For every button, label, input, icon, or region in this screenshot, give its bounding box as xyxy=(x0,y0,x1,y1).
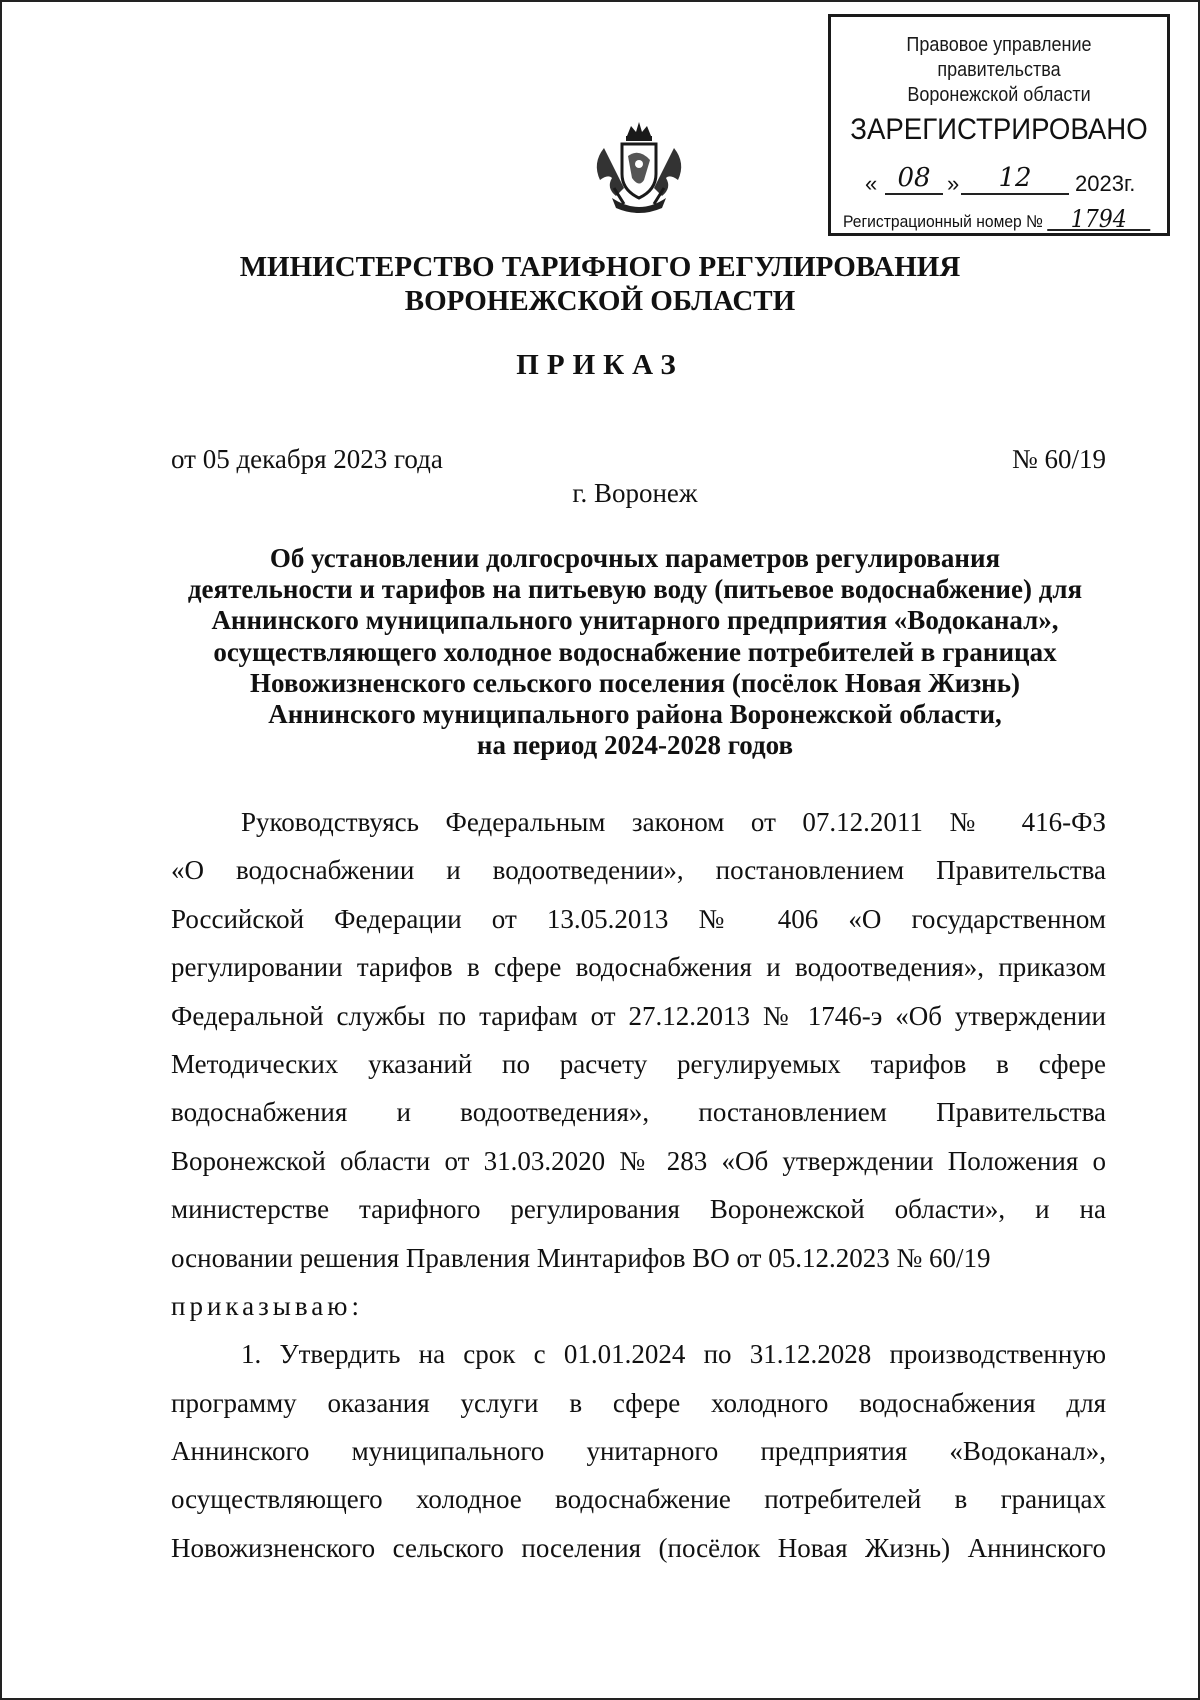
document-city: г. Воронеж xyxy=(572,478,698,508)
stamp-reg-label: Регистрационный номер № xyxy=(843,212,1043,231)
stamp-quote-open: « xyxy=(865,171,878,196)
stamp-handwritten-day: 08 xyxy=(885,163,943,195)
body-line: программу оказания услуги в сфере холодного водоснабжения для xyxy=(171,1387,1106,1418)
order-verb: приказываю: xyxy=(171,1290,363,1321)
document-number: № 60/19 xyxy=(1011,444,1106,474)
document-date: от 05 декабря 2023 года xyxy=(171,444,443,474)
title-line: Об установлении долгосрочных параметров регулирования xyxy=(269,543,1001,573)
ministry-name xyxy=(0,250,1200,318)
body-line: водоснабжения и водоотведения», постановлением Правительства xyxy=(171,1097,1106,1128)
stamp-handwritten-month: 12 xyxy=(961,163,1069,195)
body-line: Новожизненского сельского поселения (посёлок Новая Жизнь) Аннинского xyxy=(171,1532,1106,1563)
body-line: Российской Федерации от 13.05.2013 № 406 «О государственном xyxy=(171,903,1106,934)
coat-of-arms-icon xyxy=(584,118,694,218)
body-line: министерстве тарифного регулирования Воронежской области», и на xyxy=(171,1194,1106,1225)
body-line: осуществляющего холодное водоснабжение потребителей в границах xyxy=(171,1484,1106,1515)
stamp-date xyxy=(865,165,1165,197)
title-line: на период 2024-2028 годов xyxy=(476,730,794,761)
document-title xyxy=(150,543,1120,761)
document-body xyxy=(171,798,1106,1572)
title-line: Аннинского муниципального унитарного предприятия «Водоканал», xyxy=(211,605,1059,636)
body-line: Воронежской области от 31.03.2020 № 283 «Об утверждении Положения о xyxy=(171,1145,1106,1176)
ministry-line1: МИНИСТЕРСТВО ТАРИФНОГО РЕГУЛИРОВАНИЯ xyxy=(239,251,961,283)
body-line: Федеральной службы по тарифам от 27.12.2013 № 1746-э «Об утверждении xyxy=(171,1000,1106,1031)
title-line: Новожизненского сельского поселения (посёлок Новая Жизнь) xyxy=(249,667,1021,698)
stamp-org-line2: Воронежской области xyxy=(907,84,1091,106)
stamp-handwritten-reg-number: 1794 xyxy=(1047,209,1150,231)
body-line: Руководствуясь Федеральным законом от 07.12.2011 № 416-ФЗ xyxy=(241,807,1106,837)
title-line: деятельности и тарифов на питьевую воду (питьевое водоснабжение) для xyxy=(187,574,1083,605)
registration-stamp xyxy=(828,14,1170,236)
stamp-organization xyxy=(848,33,1150,108)
ministry-line2: ВОРОНЕЖСКОЙ ОБЛАСТИ xyxy=(404,285,796,317)
stamp-registration-number xyxy=(843,205,1137,233)
body-line: Аннинского муниципального унитарного предприятия «Водоканал», xyxy=(171,1436,1106,1467)
stamp-year: 2023г. xyxy=(1075,171,1136,196)
body-line: регулировании тарифов в сфере водоснабжения и водоотведения», приказом xyxy=(171,952,1106,983)
document-type: ПРИКАЗ xyxy=(516,349,684,381)
stamp-status: ЗАРЕГИСТРИРОВАНО xyxy=(850,113,1148,146)
body-line: основании решения Правления Минтарифов ВО от 05.12.2023 № 60/19 xyxy=(171,1242,991,1273)
stamp-org-line1: Правовое управление правительства xyxy=(906,34,1092,81)
body-line: «О водоснабжении и водоотведении», постановлением Правительства xyxy=(171,855,1106,886)
title-line: осуществляющего холодное водоснабжение потребителей в границах xyxy=(213,636,1057,667)
body-line: 1. Утвердить на срок с 01.01.2024 по 31.12.2028 производственную xyxy=(241,1339,1106,1370)
body-line: Методических указаний по расчету регулируемых тарифов в сфере xyxy=(171,1048,1106,1079)
title-line: Аннинского муниципального района Воронежской области, xyxy=(268,699,1002,730)
stamp-quote-close: » xyxy=(947,171,960,196)
